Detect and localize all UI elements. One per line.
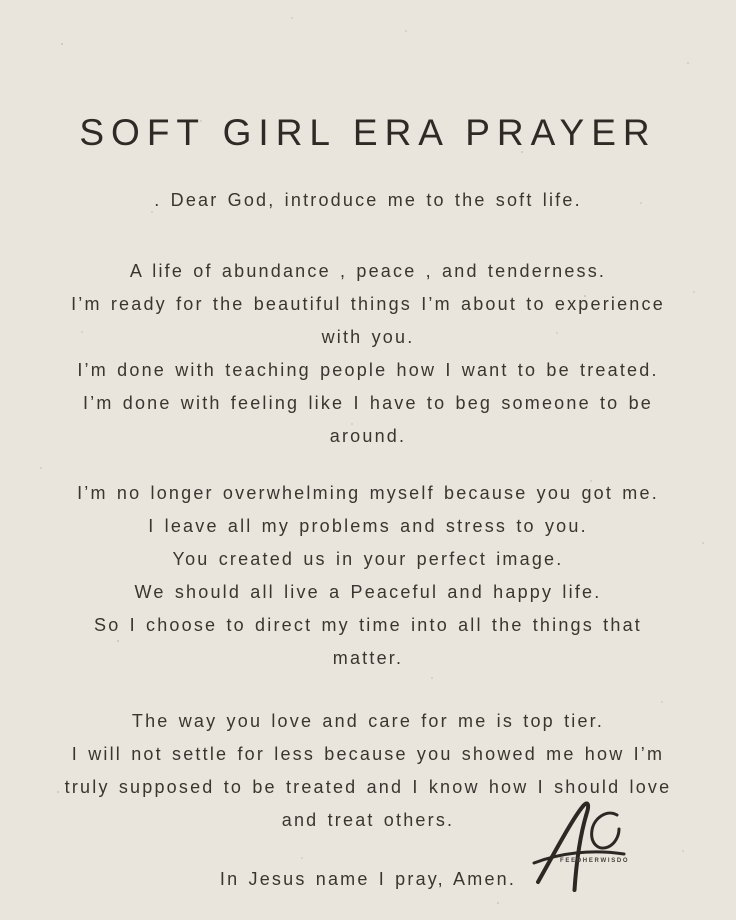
paragraph-1 — [0, 255, 736, 453]
intro-line: . Dear God, introduce me to the soft life. — [154, 190, 582, 210]
prayer-line: I’m no longer overwhelming myself because you got me. — [77, 483, 659, 503]
prayer-line: and treat others. — [281, 810, 455, 830]
prayer-line: I’m done with feeling like I have to beg someone to be — [82, 393, 654, 413]
prayer-line: with you. — [321, 327, 415, 347]
prayer-line: I’m ready for the beautiful things I’m about to experience — [71, 294, 665, 314]
paragraph-2 — [0, 477, 736, 675]
prayer-line: around. — [329, 426, 407, 446]
signature-initials-icon — [530, 798, 670, 908]
prayer-line: So I choose to direct my time into all the things that — [93, 615, 642, 635]
closing-line: In Jesus name I pray, Amen. — [219, 869, 517, 889]
prayer-line: A life of abundance , peace , and tenderness. — [129, 261, 607, 281]
prayer-line: I leave all my problems and stress to you. — [148, 516, 588, 536]
prayer-line: The way you love and care for me is top tier. — [131, 711, 605, 731]
prayer-line: We should all live a Peaceful and happy life. — [134, 582, 602, 602]
prayer-line: I’m done with teaching people how I want to be treated. — [77, 360, 659, 380]
prayer-line: I will not settle for less because you showed me how I’m — [71, 744, 665, 764]
poster-title: SOFT GIRL ERA PRAYER — [79, 112, 657, 153]
signature-logo — [530, 798, 670, 908]
prayer-line: truly supposed to be treated and I know how I should love — [64, 777, 672, 797]
signature-watermark: FEEDHERWISDO — [560, 858, 630, 864]
prayer-line: You created us in your perfect image. — [172, 549, 564, 569]
prayer-line: matter. — [332, 648, 404, 668]
